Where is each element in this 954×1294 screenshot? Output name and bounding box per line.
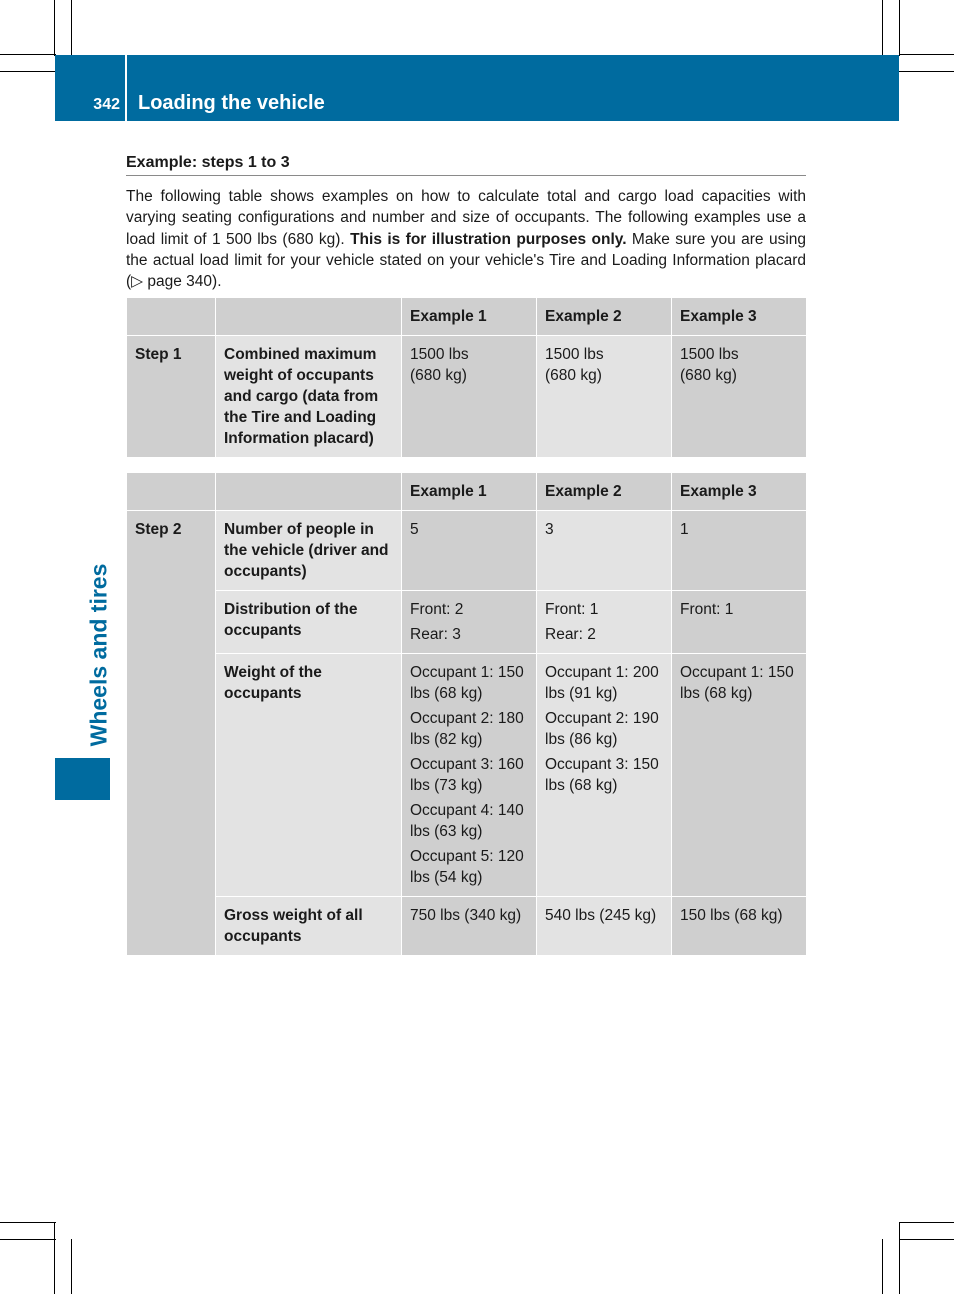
step-label: Step 1 (127, 336, 216, 458)
crop-mark (882, 0, 883, 56)
chapter-tab-marker (55, 758, 110, 800)
crop-mark (54, 0, 55, 56)
table-row (127, 591, 807, 654)
value-cell (672, 336, 807, 458)
crop-mark (71, 1239, 72, 1294)
header-cell: Example 1 (402, 473, 537, 511)
table-row (127, 897, 807, 956)
row-description: Gross weight of all occupants (216, 897, 402, 956)
crop-mark (54, 1222, 55, 1294)
value-line: 750 lbs (340 kg) (410, 907, 522, 924)
table-row (127, 336, 807, 458)
crop-mark (0, 1222, 56, 1223)
value-line: 150 lbs (68 kg) (680, 907, 783, 924)
row-description: Combined maximum weight of occupants and cargo (data from the Tire and Loading Information placard) (216, 336, 402, 458)
intro-emphasis: This is for illustration purposes only. (350, 230, 627, 248)
header-cell: Example 2 (537, 473, 672, 511)
value-line: Front: 1 (680, 601, 734, 618)
table-row (127, 511, 807, 591)
step1-table (126, 297, 807, 458)
value-line: Occupant 1: 200 lbs (91 kg) (545, 664, 659, 702)
value-cell (672, 654, 807, 897)
value-cell (402, 897, 537, 956)
step2-table (126, 472, 807, 956)
value-cell (402, 336, 537, 458)
page-title: Loading the vehicle (138, 92, 325, 114)
value-cell (537, 897, 672, 956)
header-cell (127, 473, 216, 511)
value-line: Rear: 3 (410, 626, 461, 643)
value-line: 1500 lbs (545, 346, 604, 363)
chapter-tab-label: Wheels and tires (85, 563, 112, 747)
crop-mark (0, 71, 56, 72)
value-cell (537, 336, 672, 458)
value-line: Occupant 4: 140 lbs (63 kg) (410, 802, 524, 840)
value-line: Occupant 2: 180 lbs (82 kg) (410, 710, 524, 748)
value-cell (537, 591, 672, 654)
value-line: (680 kg) (680, 367, 737, 384)
intro-text: Make sure you are using the actual load limit for your vehicle stated on your vehicle's Tire and Loading Information placard (▷ page 340). (126, 230, 806, 291)
value-line: 3 (545, 521, 554, 538)
value-cell (537, 511, 672, 591)
value-cell (402, 511, 537, 591)
header-cell: Example 1 (402, 298, 537, 336)
crop-mark (899, 1222, 954, 1223)
header-cell: Example 3 (672, 473, 807, 511)
crop-mark (899, 1239, 954, 1240)
value-line: Occupant 3: 160 lbs (73 kg) (410, 756, 524, 794)
header-cell (216, 298, 402, 336)
header-cell: Example 3 (672, 298, 807, 336)
header-cell (216, 473, 402, 511)
crop-mark (899, 71, 954, 72)
crop-mark (899, 54, 954, 55)
row-description: Distribution of the occupants (216, 591, 402, 654)
value-line: (680 kg) (545, 367, 602, 384)
header-divider (125, 55, 127, 121)
value-line: Rear: 2 (545, 626, 596, 643)
value-line: 1500 lbs (680, 346, 739, 363)
value-line: Front: 1 (545, 601, 599, 618)
row-description: Weight of the occupants (216, 654, 402, 897)
value-line: Front: 2 (410, 601, 464, 618)
value-cell (672, 897, 807, 956)
intro-text: The following table shows examples on how to calculate total and cargo load capacities with varying seating configurations and number and size of occupants. The following examples use a load limit of 1 500 lbs (680 kg). (126, 188, 806, 248)
value-line: 1 (680, 521, 689, 538)
crop-mark (71, 0, 72, 56)
value-line: (680 kg) (410, 367, 467, 384)
value-line: Occupant 3: 150 lbs (68 kg) (545, 756, 659, 794)
value-cell (537, 654, 672, 897)
value-cell (672, 511, 807, 591)
value-line: Occupant 1: 150 lbs (68 kg) (680, 664, 794, 702)
crop-mark (882, 1239, 883, 1294)
table-header-row (127, 298, 807, 336)
crop-mark (899, 1222, 900, 1294)
page-number: 342 (93, 96, 120, 113)
table-header-row (127, 473, 807, 511)
value-line: 1500 lbs (410, 346, 469, 363)
row-description: Number of people in the vehicle (driver and occupants) (216, 511, 402, 591)
intro-paragraph (126, 186, 806, 292)
value-cell (402, 654, 537, 897)
value-line: Occupant 1: 150 lbs (68 kg) (410, 664, 524, 702)
value-cell (402, 591, 537, 654)
table-row (127, 654, 807, 897)
value-cell (672, 591, 807, 654)
value-line: 540 lbs (245 kg) (545, 907, 657, 924)
header-cell (127, 298, 216, 336)
crop-mark (899, 0, 900, 56)
value-line: 5 (410, 521, 419, 538)
header-cell: Example 2 (537, 298, 672, 336)
section-heading: Example: steps 1 to 3 (126, 154, 806, 176)
value-line: Occupant 5: 120 lbs (54 kg) (410, 848, 524, 886)
value-line: Occupant 2: 190 lbs (86 kg) (545, 710, 659, 748)
crop-mark (0, 54, 56, 55)
crop-mark (0, 1239, 56, 1240)
step-label: Step 2 (127, 511, 216, 956)
